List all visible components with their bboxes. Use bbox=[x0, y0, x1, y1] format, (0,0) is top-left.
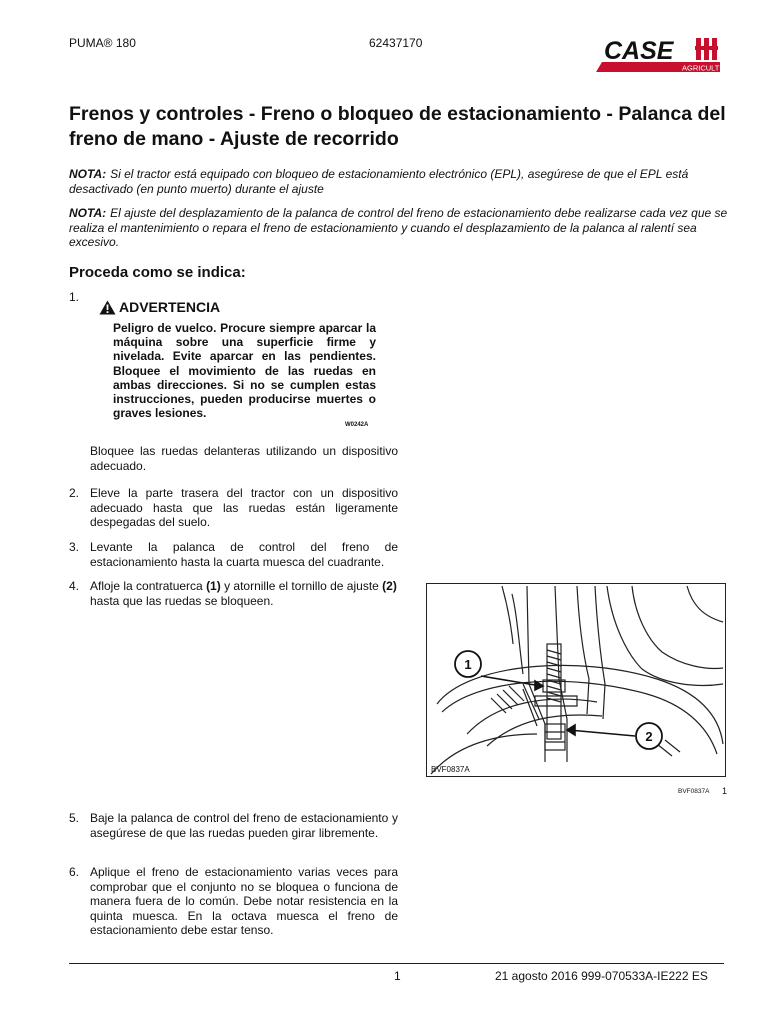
warning-text: Peligro de vuelco. Procure siempre aparcar la máquina sobre una superficie firme y nivelada. Evite aparcar en las pendientes. Bloquee el movimiento de las ruedas en ambas direcciones. Si no se cumplen estas instrucciones, pueden producirse muertes o graves lesiones. bbox=[113, 321, 376, 421]
step-2-text: Eleve la parte trasera del tractor con un dispositivo adecuado hasta que las ruedas están ligeramente despegadas del suelo. bbox=[90, 486, 398, 529]
note-2 bbox=[69, 206, 729, 250]
footer-divider bbox=[69, 963, 724, 964]
note-text: El ajuste del desplazamiento de la palanca de control del freno de estacionamiento debe realizarse cada vez que se realiza el mantenimiento o repara el freno de estacionamiento y cuando el desplazamiento de la palanca al ralentí sea excesivo. bbox=[69, 206, 728, 249]
note-text: Si el tractor está equipado con bloqueo de estacionamiento electrónico (EPL), asegúrese de que el EPL está desactivado (en punto muerto) durante el ajuste bbox=[69, 167, 689, 196]
figure-caption-number: 1 bbox=[722, 786, 728, 796]
step-5-text: Baje la palanca de control del freno de estacionamiento y asegúrese de que las ruedas pueden girar libremente. bbox=[90, 811, 398, 840]
logo-sub-text: AGRICULTURE bbox=[682, 63, 736, 73]
note-label: NOTA: bbox=[69, 167, 107, 181]
warning-title-text: ADVERTENCIA bbox=[119, 299, 221, 315]
note-1 bbox=[69, 167, 729, 196]
logo-main-text: CASE bbox=[604, 37, 674, 65]
step-number: 2. bbox=[69, 486, 80, 500]
warning-triangle-icon bbox=[99, 300, 116, 315]
procedure-heading: Proceda como se indica: bbox=[69, 264, 246, 281]
figure-caption-code: BVF0837A bbox=[678, 788, 710, 795]
callout-2: 2 bbox=[645, 729, 653, 744]
warning-code: W0242A bbox=[345, 422, 369, 428]
figure-illustration bbox=[426, 583, 726, 777]
callout-ref-2: (2) bbox=[382, 579, 397, 593]
step-number: 5. bbox=[69, 811, 80, 825]
step-number: 3. bbox=[69, 540, 80, 554]
step-number: 1. bbox=[69, 290, 80, 304]
footer-date-ref: 21 agosto 2016 999-070533A-IE222 ES bbox=[495, 969, 708, 983]
step-6-text: Aplique el freno de estacionamiento varias veces para comprobar que el conjunto no se bloquea o funciona de manera fuera de lo común. Debe notar resistencia en la quinta muesca. En la octava muesca el freno de estacionamiento debe estar tenso. bbox=[90, 865, 398, 937]
step-number: 6. bbox=[69, 865, 80, 879]
page-title: Frenos y controles - Freno o bloqueo de estacionamiento - Palanca del freno de mano - Ajuste de recorrido bbox=[69, 103, 726, 150]
case-logo bbox=[596, 32, 736, 74]
step-1-text: Bloquee las ruedas delanteras utilizando un dispositivo adecuado. bbox=[90, 444, 398, 473]
parking-brake-drawing bbox=[427, 584, 725, 776]
header-doc-number: 62437170 bbox=[369, 36, 423, 50]
warning-title bbox=[99, 299, 220, 315]
footer-page-number: 1 bbox=[394, 969, 401, 983]
header-model: PUMA® 180 bbox=[69, 36, 136, 50]
callout-ref-1: (1) bbox=[206, 579, 221, 593]
callout-1: 1 bbox=[464, 657, 472, 672]
figure-inner-label: BVF0837A bbox=[431, 765, 470, 774]
step-3-text: Levante la palanca de control del freno de estacionamiento hasta la cuarta muesca del cuadrante. bbox=[90, 540, 398, 569]
step-number: 4. bbox=[69, 579, 80, 593]
step-4-text: Afloje la contratuerca (1) y atornille el tornillo de ajuste (2) hasta que las ruedas se bloqueen. bbox=[90, 579, 397, 608]
note-label: NOTA: bbox=[69, 206, 107, 220]
